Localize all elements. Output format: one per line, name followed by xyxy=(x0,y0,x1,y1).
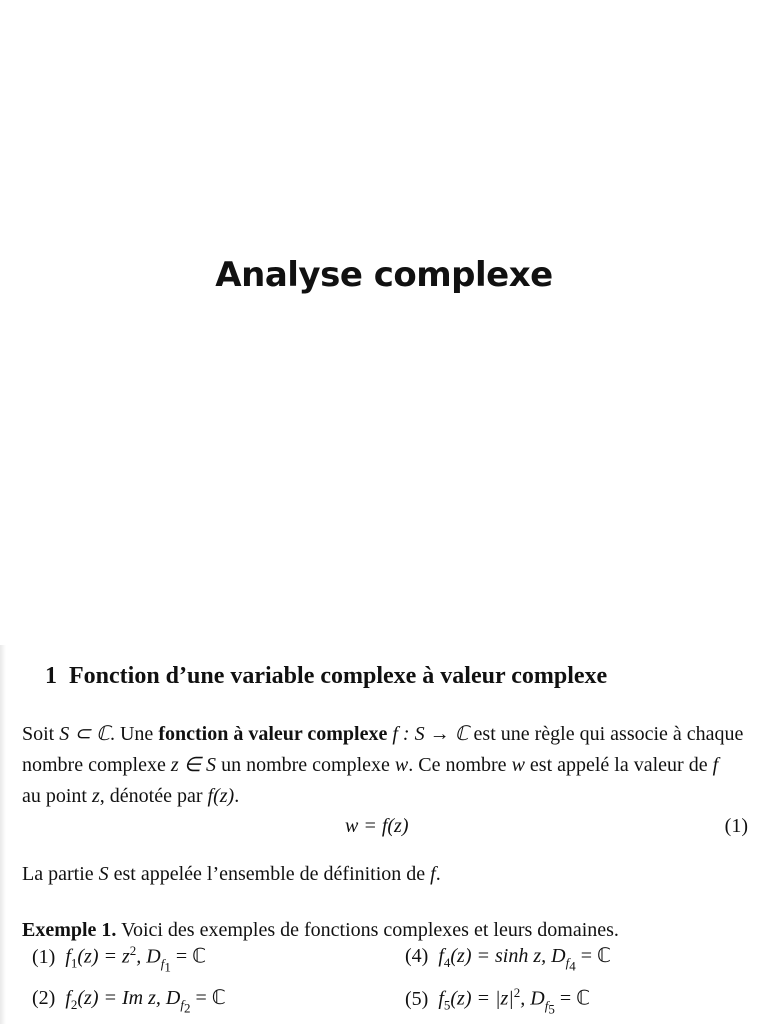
math: (z) = Im z xyxy=(77,987,156,1009)
math: w xyxy=(511,754,525,776)
text: un nombre complexe xyxy=(216,754,395,776)
math-sub: 5 xyxy=(443,997,451,1013)
example-row xyxy=(32,985,732,1015)
math: (z) = z xyxy=(77,945,130,968)
math: , D xyxy=(541,945,566,967)
section-number: 1 xyxy=(45,663,57,689)
example-row xyxy=(32,943,732,973)
math: (z) = sinh z xyxy=(450,945,542,967)
math: = ℂ xyxy=(575,945,611,967)
math-subsub: 1 xyxy=(164,959,171,975)
item-number: (4) xyxy=(405,945,429,967)
text: est appelée l’ensemble de définition de xyxy=(108,863,431,885)
math: S ⊂ ℂ xyxy=(59,723,110,745)
example-item xyxy=(405,943,611,975)
math-sub: 2 xyxy=(70,997,78,1012)
math: = ℂ xyxy=(170,945,207,968)
text: au point xyxy=(22,785,92,807)
example-intro: Voici des exemples de fonctions complexes et leurs domaines. xyxy=(116,919,619,941)
text: nombre complexe xyxy=(22,754,171,776)
definition-paragraph xyxy=(22,719,752,812)
math: , D xyxy=(520,987,545,1010)
text: . xyxy=(435,863,441,885)
text: est appelé la valeur de xyxy=(524,754,713,776)
math-subsub: 2 xyxy=(183,1000,191,1016)
equation-1 xyxy=(0,815,768,843)
equation-body: w = f(z) xyxy=(345,815,409,837)
math-sub: f xyxy=(160,955,165,971)
text: . xyxy=(234,785,240,807)
math-subsub: 5 xyxy=(548,1001,555,1017)
math-sup: 2 xyxy=(129,943,137,958)
math: f xyxy=(438,945,444,967)
item-number: (1) xyxy=(32,945,56,968)
math: z ∈ S xyxy=(170,754,217,776)
math: f xyxy=(65,987,71,1009)
example-item xyxy=(405,985,590,1017)
slide-title: Analyse complexe xyxy=(215,255,553,295)
example-item xyxy=(32,985,226,1017)
text: . Ce nombre xyxy=(408,754,512,776)
math: f xyxy=(438,987,444,1010)
math: f(z) xyxy=(207,785,235,807)
math: = ℂ xyxy=(554,987,591,1010)
section-title-text: Fonction d’une variable complexe à valeur complexe xyxy=(69,663,608,689)
example-heading xyxy=(22,915,752,946)
math: S xyxy=(98,863,109,885)
math: f xyxy=(430,863,436,885)
text: La partie xyxy=(22,863,99,885)
math-sub: 1 xyxy=(70,955,78,971)
section-heading xyxy=(45,663,607,690)
domain-paragraph xyxy=(22,859,752,890)
math-sub: f xyxy=(180,997,184,1012)
math: , D xyxy=(136,945,161,968)
text: , dénotée par xyxy=(99,785,208,807)
math: w xyxy=(394,754,409,776)
math: z xyxy=(92,785,100,807)
document-excerpt xyxy=(0,645,768,1024)
bold-term: fonction à valeur complexe xyxy=(158,723,388,745)
text: est une règle qui associe à chaque xyxy=(468,723,744,745)
equation-number: (1) xyxy=(724,815,748,837)
math-sub: f xyxy=(544,997,549,1013)
math-sub: f xyxy=(565,955,570,970)
math: f : S → ℂ xyxy=(392,723,469,745)
example-item xyxy=(32,943,206,975)
example-label: Exemple 1. xyxy=(22,919,117,941)
math: = ℂ xyxy=(190,987,226,1009)
math-subsub: 4 xyxy=(569,958,576,974)
math: f xyxy=(712,754,719,776)
math: , D xyxy=(155,987,181,1009)
math-sup: 2 xyxy=(513,985,521,1000)
text: Soit xyxy=(22,723,60,745)
math: f xyxy=(65,945,71,968)
item-number: (5) xyxy=(405,987,429,1010)
math: (z) = |z| xyxy=(450,987,514,1010)
text: . Une xyxy=(109,723,159,745)
math-sub: 4 xyxy=(443,955,451,970)
item-number: (2) xyxy=(32,987,56,1009)
